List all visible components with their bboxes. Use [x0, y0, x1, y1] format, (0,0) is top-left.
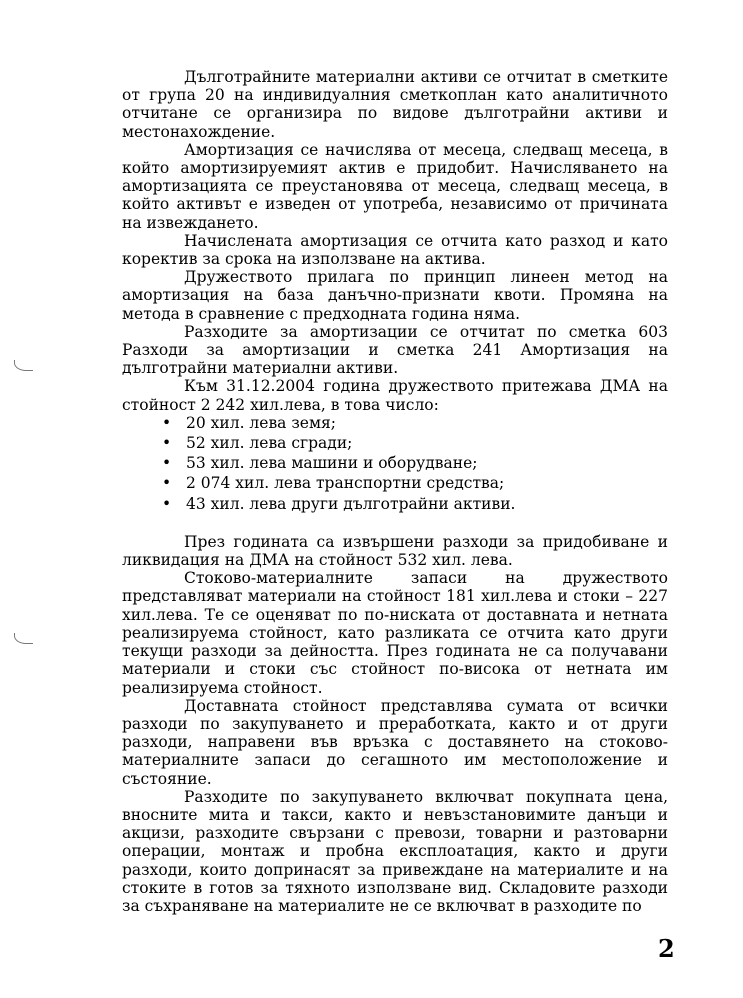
paragraph-depreciation-accounts: Разходите за амортизации се отчитат по сметка 603 Разходи за амортизации и сметка 241 Амортизация на дълготрайни материални активи.	[122, 322, 668, 378]
asset-list	[122, 414, 668, 513]
paragraph-delivery-value: Доставната стойност представлява сумата от всички разходи по закупуването и преработката, както и от други разходи, направени във връзка с доставянето на стоково-материалните запаси до сегашното им местоположение и състояние.	[122, 696, 668, 788]
list-item: • 52 хил. лева сгради;	[182, 434, 668, 452]
scan-punch-mark	[14, 360, 33, 371]
paragraph-purchase-costs: Разходите по закупуването включват покупната цена, вносните мита и такси, както и невъзстановимите данъци и акцизи, разходите свързани с превози, товарни и разтоварни операции, монтаж и пробна експлоатация, както и други разходи, които допринасят за привеждане на материалите и на стоките в готов за тяхното използване вид. Складовите разходи за съхраняване на материалите не се включват в разходите по	[122, 787, 668, 915]
paragraph-dma-total: Към 31.12.2004 година дружеството притежава ДМА на стойност 2 242 хил.лева, в това число:	[122, 377, 668, 414]
paragraph-depreciation-start: Амортизация се начислява от месеца, следващ месеца, в който амортизируемият актив е придобит. Начисляването на амортизацията се преустановява от месеца, следващ месеца, в който активът е изведен от употреба, независимо от причината на извеждането.	[122, 140, 668, 232]
list-item: • 43 хил. лева други дълготрайни активи.	[182, 495, 668, 513]
document-body	[122, 68, 668, 915]
paragraph-dma-accounting: Дълготрайните материални активи се отчитат в сметките от група 20 на индивидуалния сметкоплан като аналитичното отчитане се организира по видове дълготрайни активи и местонахождение.	[122, 68, 668, 141]
scan-punch-mark	[14, 633, 33, 644]
list-item: • 2 074 хил. лева транспортни средства;	[182, 474, 668, 492]
paragraph-inventories: Стоково-материалните запаси на дружеството представляват материали на стойност 181 хил.лева и стоки – 227 хил.лева. Те се оценяват по по-ниската от доставната и нетната реализируема стойност, като разликата се отчита като други текущи разходи за дейността. През годината не са получавани материали и стоки със стойност по-висока от нетната им реализируема стойност.	[122, 569, 668, 697]
list-item: • 20 хил. лева земя;	[182, 414, 668, 432]
paragraph-linear-method: Дружеството прилага по принцип линеен метод на амортизация на база данъчно-признати квоти. Промяна на метода в сравнение с предходната година няма.	[122, 268, 668, 323]
paragraph-acquisition-costs: През годината са извършени разходи за придобиване и ликвидация на ДМА на стойност 532 хил. лева.	[122, 532, 668, 570]
list-item: • 53 хил. лева машини и оборудване;	[182, 454, 668, 472]
paragraph-depreciation-expense: Начислената амортизация се отчита като разход и като коректив за срока на използване на актива.	[122, 231, 668, 269]
page-number: 2	[658, 934, 675, 963]
paragraph-spacer	[122, 515, 668, 533]
